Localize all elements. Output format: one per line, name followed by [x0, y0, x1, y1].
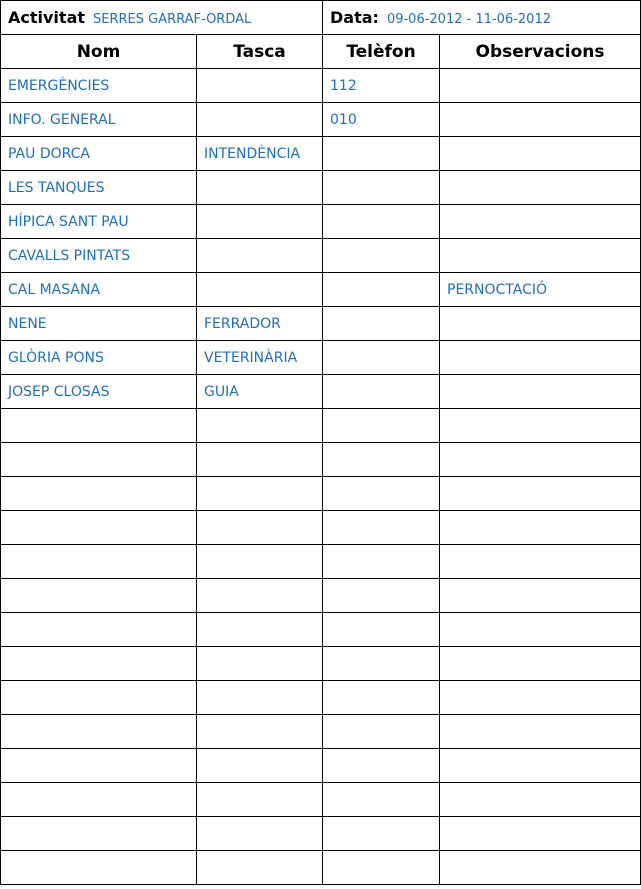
- cell-telefon: [323, 851, 440, 885]
- cell-nom: HÍPICA SANT PAU: [1, 205, 197, 239]
- table-row: [1, 715, 641, 749]
- cell-telefon: [323, 409, 440, 443]
- cell-tasca: [197, 749, 323, 783]
- table-row: [1, 69, 641, 103]
- cell-telefon: [323, 137, 440, 171]
- cell-tasca: [197, 783, 323, 817]
- cell-telefon: [323, 375, 440, 409]
- table-row: [1, 749, 641, 783]
- activitat-cell: [1, 1, 323, 35]
- cell-tasca: VETERINÀRIA: [197, 341, 323, 375]
- cell-nom: [1, 477, 197, 511]
- data-value: 09-06-2012 - 11-06-2012: [386, 11, 551, 27]
- activitat-value: SERRES GARRAF-ORDAL: [93, 11, 252, 27]
- cell-nom: CAL MASANA: [1, 273, 197, 307]
- cell-observacions: [440, 307, 641, 341]
- cell-observacions: PERNOCTACIÓ: [440, 273, 641, 307]
- cell-observacions: [440, 477, 641, 511]
- cell-telefon: [323, 579, 440, 613]
- table-row: [1, 545, 641, 579]
- cell-nom: GLÒRIA PONS: [1, 341, 197, 375]
- cell-telefon: 010: [323, 103, 440, 137]
- cell-observacions: [440, 545, 641, 579]
- cell-observacions: [440, 341, 641, 375]
- cell-tasca: [197, 69, 323, 103]
- cell-tasca: [197, 205, 323, 239]
- cell-nom: [1, 443, 197, 477]
- table-row: [1, 307, 641, 341]
- table-row: [1, 273, 641, 307]
- table-row: [1, 205, 641, 239]
- cell-telefon: [323, 477, 440, 511]
- cell-observacions: [440, 443, 641, 477]
- data-label: Data:: [330, 7, 379, 27]
- cell-telefon: [323, 681, 440, 715]
- cell-observacions: [440, 205, 641, 239]
- cell-telefon: [323, 307, 440, 341]
- cell-nom: CAVALLS PINTATS: [1, 239, 197, 273]
- cell-observacions: [440, 171, 641, 205]
- activity-header-row: [1, 1, 641, 35]
- table-row: [1, 341, 641, 375]
- table-body: [1, 69, 641, 885]
- cell-observacions: [440, 511, 641, 545]
- cell-nom: [1, 511, 197, 545]
- cell-nom: EMERGÈNCIES: [1, 69, 197, 103]
- cell-telefon: [323, 205, 440, 239]
- cell-observacions: [440, 409, 641, 443]
- table-row: [1, 375, 641, 409]
- column-header-telefon: Telèfon: [323, 35, 440, 69]
- cell-nom: [1, 545, 197, 579]
- table-row: [1, 783, 641, 817]
- cell-telefon: [323, 511, 440, 545]
- cell-nom: [1, 613, 197, 647]
- cell-observacions: [440, 715, 641, 749]
- cell-tasca: FERRADOR: [197, 307, 323, 341]
- cell-observacions: [440, 783, 641, 817]
- cell-observacions: [440, 579, 641, 613]
- cell-telefon: [323, 613, 440, 647]
- cell-telefon: [323, 783, 440, 817]
- cell-tasca: [197, 613, 323, 647]
- table-row: [1, 851, 641, 885]
- cell-tasca: GUIA: [197, 375, 323, 409]
- table-row: [1, 239, 641, 273]
- cell-nom: NENE: [1, 307, 197, 341]
- cell-tasca: [197, 681, 323, 715]
- cell-nom: PAU DORCA: [1, 137, 197, 171]
- cell-tasca: [197, 477, 323, 511]
- cell-tasca: [197, 171, 323, 205]
- cell-nom: [1, 681, 197, 715]
- cell-telefon: [323, 171, 440, 205]
- table-row: [1, 681, 641, 715]
- table-row: [1, 613, 641, 647]
- cell-nom: [1, 409, 197, 443]
- cell-nom: [1, 749, 197, 783]
- cell-telefon: [323, 817, 440, 851]
- cell-telefon: [323, 715, 440, 749]
- cell-telefon: [323, 749, 440, 783]
- activitat-label: Activitat: [8, 7, 86, 27]
- cell-nom: [1, 647, 197, 681]
- table-row: [1, 647, 641, 681]
- table-row: [1, 137, 641, 171]
- cell-tasca: [197, 511, 323, 545]
- cell-tasca: [197, 273, 323, 307]
- cell-observacions: [440, 647, 641, 681]
- cell-telefon: [323, 647, 440, 681]
- data-cell: [323, 1, 641, 35]
- column-header-nom: Nom: [1, 35, 197, 69]
- cell-observacions: [440, 613, 641, 647]
- cell-observacions: [440, 681, 641, 715]
- cell-nom: JOSEP CLOSAS: [1, 375, 197, 409]
- table-row: [1, 443, 641, 477]
- cell-observacions: [440, 69, 641, 103]
- cell-observacions: [440, 239, 641, 273]
- cell-nom: [1, 579, 197, 613]
- cell-tasca: [197, 239, 323, 273]
- column-header-tasca: Tasca: [197, 35, 323, 69]
- table-row: [1, 511, 641, 545]
- cell-telefon: [323, 239, 440, 273]
- cell-telefon: [323, 273, 440, 307]
- table-row: [1, 171, 641, 205]
- cell-observacions: [440, 817, 641, 851]
- cell-tasca: [197, 545, 323, 579]
- table-row: [1, 817, 641, 851]
- column-header-observacions: Observacions: [440, 35, 641, 69]
- cell-tasca: [197, 851, 323, 885]
- cell-telefon: [323, 443, 440, 477]
- table-row: [1, 477, 641, 511]
- cell-observacions: [440, 375, 641, 409]
- cell-observacions: [440, 851, 641, 885]
- cell-tasca: [197, 579, 323, 613]
- cell-observacions: [440, 103, 641, 137]
- cell-observacions: [440, 137, 641, 171]
- cell-telefon: [323, 545, 440, 579]
- cell-tasca: [197, 443, 323, 477]
- table-row: [1, 409, 641, 443]
- cell-tasca: [197, 715, 323, 749]
- cell-nom: INFO. GENERAL: [1, 103, 197, 137]
- cell-tasca: [197, 409, 323, 443]
- table-row: [1, 579, 641, 613]
- cell-telefon: [323, 341, 440, 375]
- cell-tasca: [197, 817, 323, 851]
- cell-tasca: [197, 103, 323, 137]
- cell-nom: LES TANQUES: [1, 171, 197, 205]
- cell-tasca: INTENDÈNCIA: [197, 137, 323, 171]
- cell-observacions: [440, 749, 641, 783]
- column-header-row: [1, 35, 641, 69]
- cell-nom: [1, 715, 197, 749]
- cell-nom: [1, 817, 197, 851]
- cell-telefon: 112: [323, 69, 440, 103]
- cell-tasca: [197, 647, 323, 681]
- cell-nom: [1, 783, 197, 817]
- table-row: [1, 103, 641, 137]
- cell-nom: [1, 851, 197, 885]
